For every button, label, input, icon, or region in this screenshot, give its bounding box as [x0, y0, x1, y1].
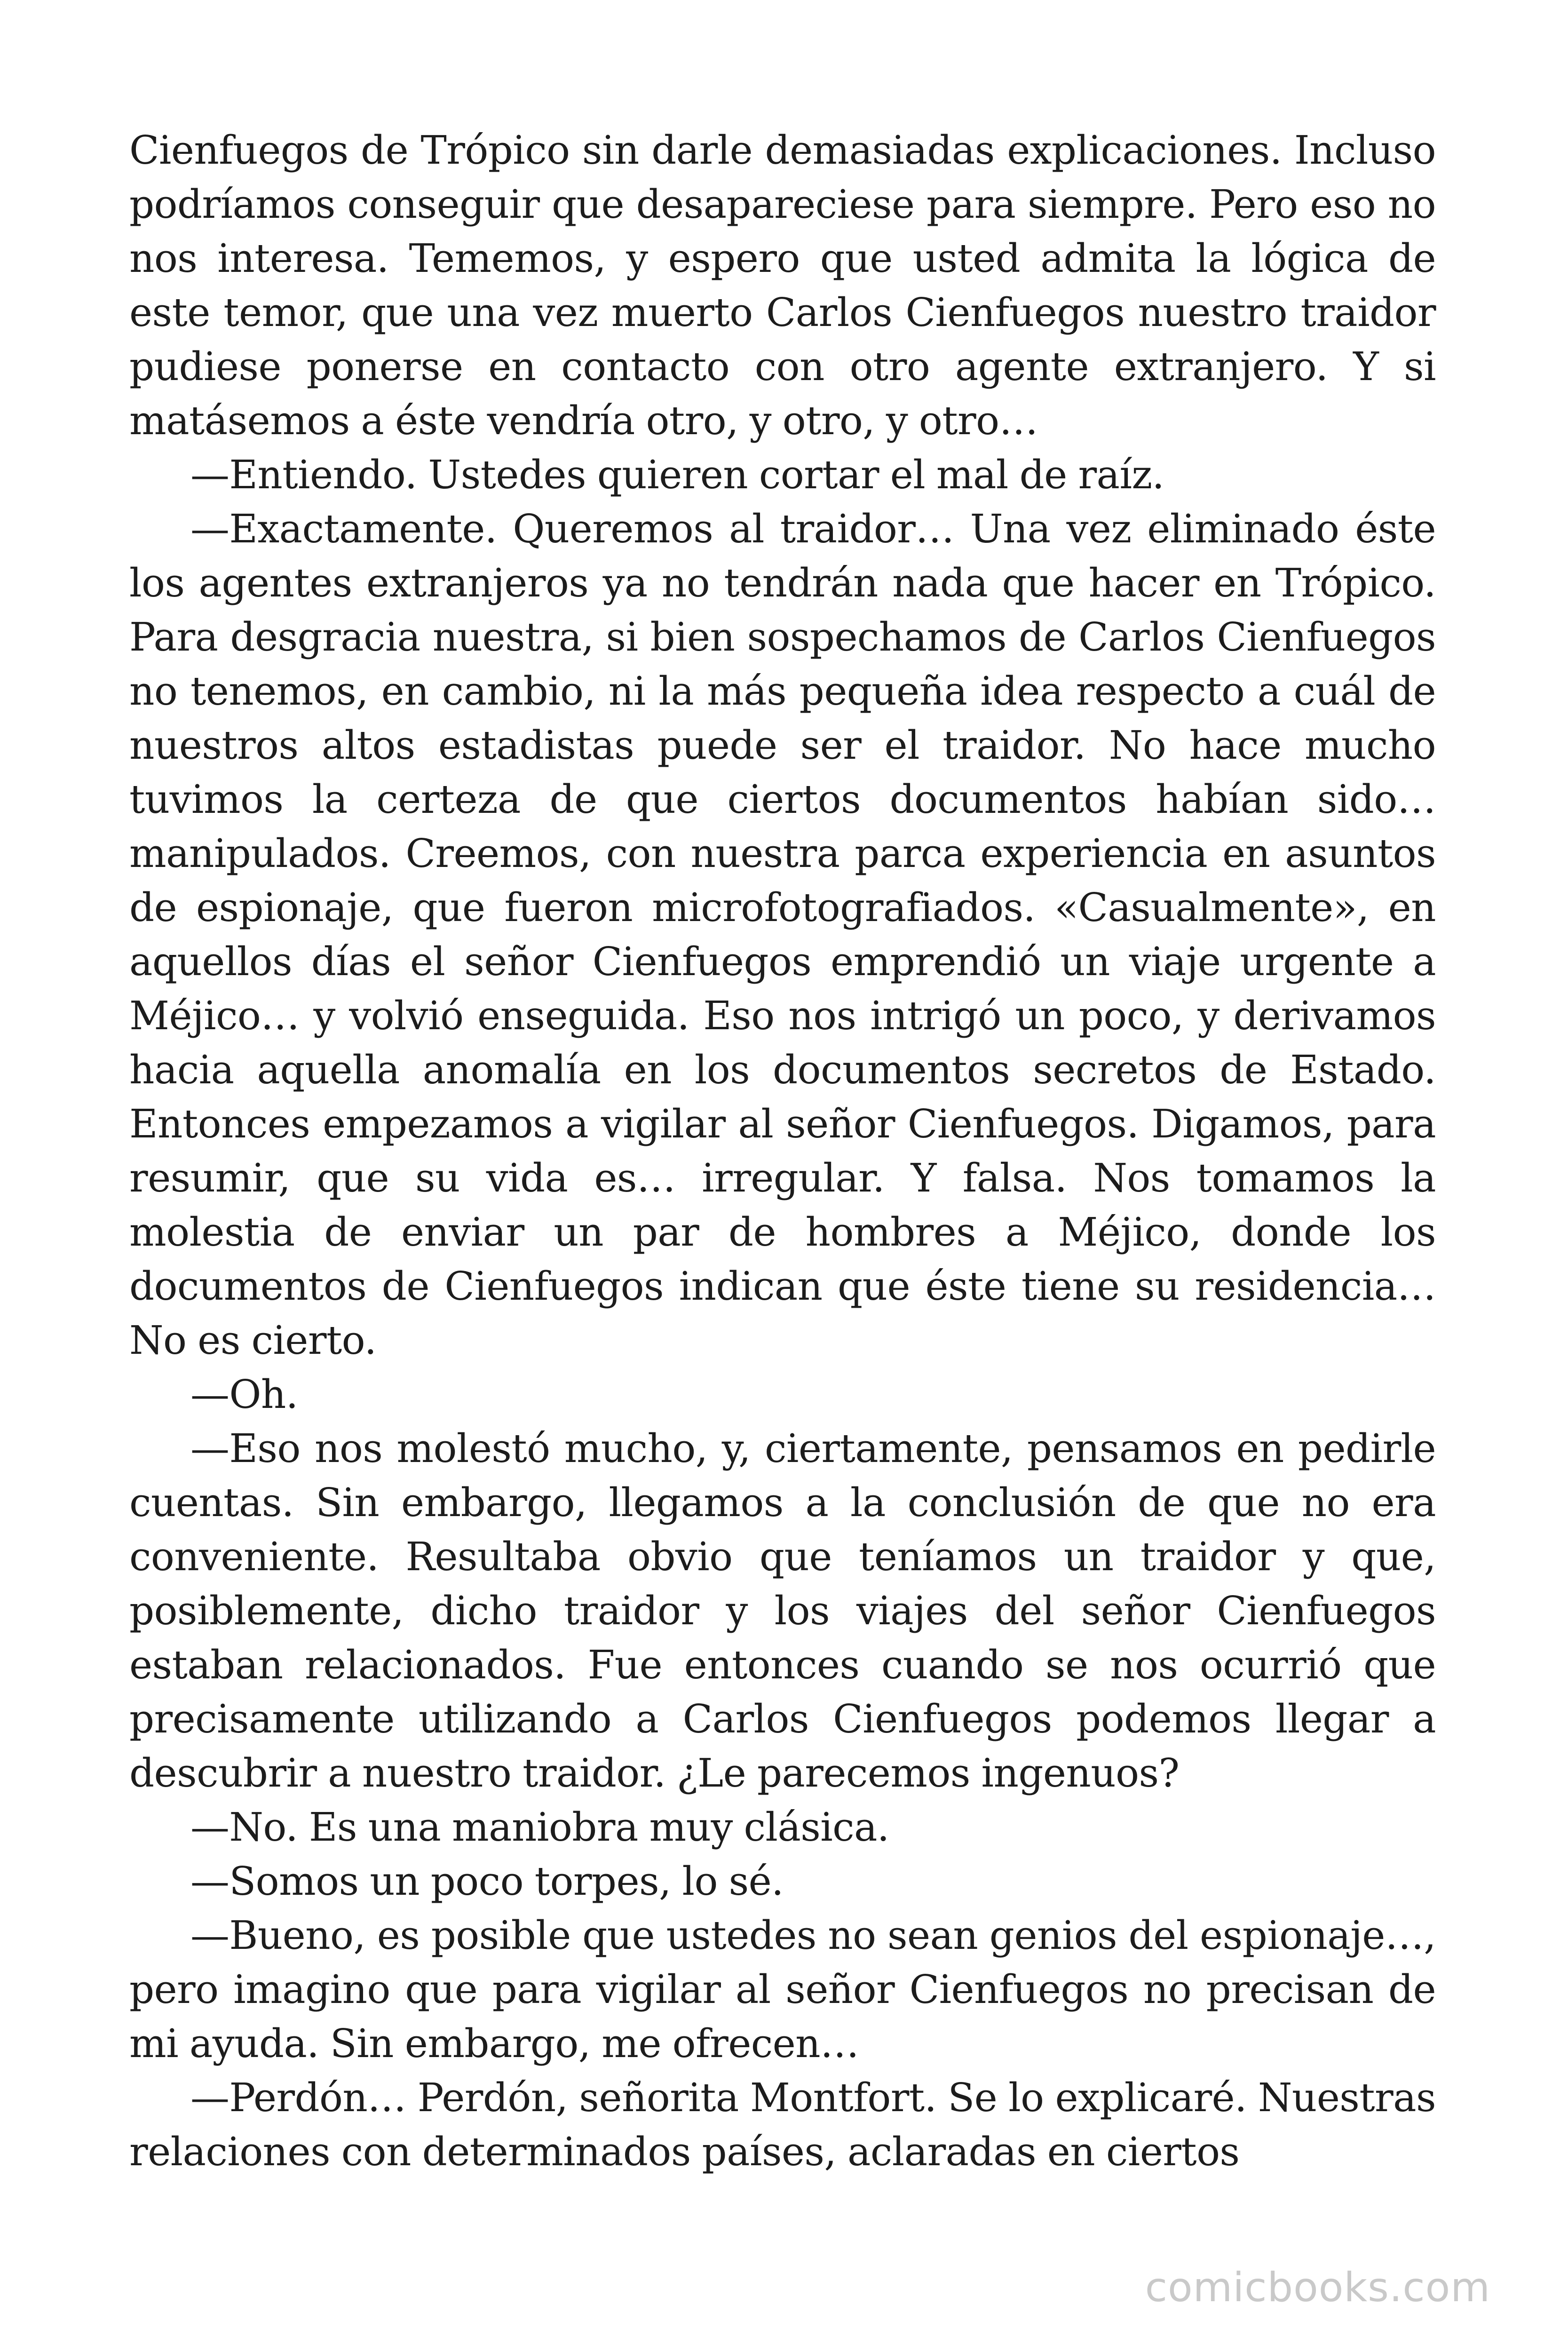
paragraph-3: —Exactamente. Queremos al traidor… Una vez eliminado éste los agentes extranjeros ya no tendrán nada que hacer en Trópico. Para desgracia nuestra, si bien sospechamos de Carlos Cienfuegos no tenemos, en cambio, ni la más pequeña idea respecto a cuál de nuestros altos estadistas puede ser el traidor. No hace mucho tuvimos la certeza de que ciertos documentos habían sido… manipulados. Creemos, con nuestra parca experiencia en asuntos de espionaje, que fueron microfotografiados. «Casualmente», en aquellos días el señor Cienfuegos emprendió un viaje urgente a Méjico… y volvió enseguida. Eso nos intrigó un poco, y derivamos hacia aquella anomalía en los documentos secretos de Estado. Entonces empezamos a vigilar al señor Cienfuegos. Digamos, para resumir, que su vida es… irregular. Y falsa. Nos tomamos la molestia de enviar un par de hombres a Méjico, donde los documentos de Cienfuegos indican que éste tiene su residencia… No es cierto. [129, 506, 1436, 1363]
paragraph-6: —No. Es una maniobra muy clásica. [190, 1804, 889, 1850]
paragraph-9: —Perdón… Perdón, señorita Montfort. Se lo explicaré. Nuestras relaciones con determinados países, aclaradas en ciertos [129, 2075, 1436, 2175]
paragraph-8: —Bueno, es posible que ustedes no sean genios del espionaje…, pero imagino que para vigilar al señor Cienfuegos no precisan de mi ayuda. Sin embargo, me ofrecen… [129, 1913, 1436, 2066]
page-body-text [129, 123, 1436, 2179]
paragraph-5: —Eso nos molestó mucho, y, ciertamente, pensamos en pedirle cuentas. Sin embargo, llegamos a la conclusión de que no era conveniente. Resultaba obvio que teníamos un traidor y que, posiblemente, dicho traidor y los viajes del señor Cienfuegos estaban relacionados. Fue entonces cuando se nos ocurrió que precisamente utilizando a Carlos Cienfuegos podemos llegar a descubrir a nuestro traidor. ¿Le parecemos ingenuos? [129, 1426, 1436, 1796]
paragraph-4: —Oh. [190, 1372, 298, 1417]
paragraph-7: —Somos un poco torpes, lo sé. [190, 1859, 784, 1904]
watermark: comicbooks.com [1145, 2264, 1490, 2311]
paragraph-1: Cienfuegos de Trópico sin darle demasiadas explicaciones. Incluso podríamos conseguir que desapareciese para siempre. Pero eso no nos interesa. Tememos, y espero que usted admita la lógica de este temor, que una vez muerto Carlos Cienfuegos nuestro traidor pudiese ponerse en contacto con otro agente extranjero. Y si matásemos a éste vendría otro, y otro, y otro… [129, 127, 1436, 444]
paragraph-2: —Entiendo. Ustedes quieren cortar el mal de raíz. [190, 452, 1164, 498]
